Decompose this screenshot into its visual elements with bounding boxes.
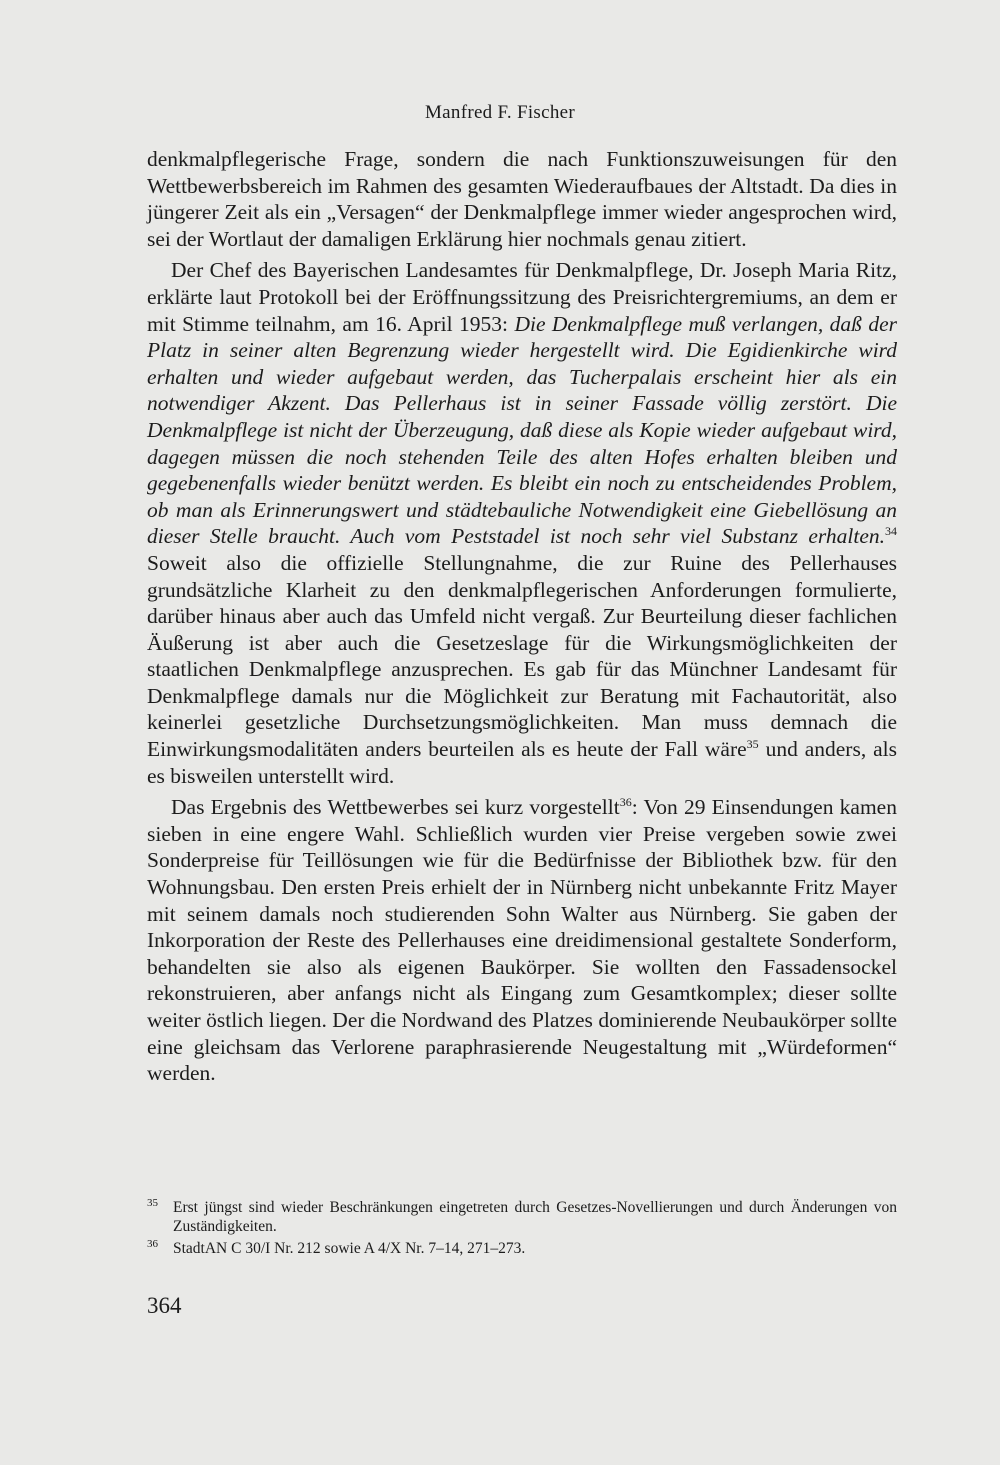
quoted-statement: Die Denkmalpflege muß verlangen, daß der Platz in seiner alten Begrenzung wieder hergestellt wird. Die Egidienkirche wird erhalten und wieder aufgebaut werden, das Tucherpalais erscheint hier als ein notwendiger Akzent. Das Pellerhaus ist in seiner Fassade völlig zerstört. Die Denkmalpflege ist nicht der Überzeugung, daß diese als Kopie wieder aufgebaut wird, dagegen müssen die noch stehenden Teile des alten Hofes erhalten bleiben und gegebenenfalls wieder benützt werden. Es bleibt ein noch zu entscheidendes Problem, ob man als Erinnerungswert und städtebauliche Notwendigkeit eine Giebellösung an dieser Stelle braucht. Auch vom Peststadel ist noch sehr viel Substanz erhalten. — [147, 311, 898, 549]
text-run: : Von 29 Einsendungen kamen sieben in eine engere Wahl. Schließlich wurden vier Preise vergeben sowie zwei Sonderpreise für Teillösungen wie für die Bedürfnisse der Bibliothek bzw. für den Wohnungsbau. Den ersten Preis erhielt der in Nürnberg nicht unbekannte Fritz Mayer mit seinem damals noch studierenden Sohn Walter aus Nürnberg. Sie gaben der Inkorporation der Reste des Pellerhauses eine dreidimensional gestaltete Sonderform, behandelten sie also als eigenen Baukörper. Sie wollten den Fassadensockel rekonstruieren, aber anfangs nicht als Eingang zum Gesamtkomplex; dieser sollte weiter östlich liegen. Der die Nordwand des Platzes dominierende Neubaukörper sollte eine gleichsam das Verlorene paraphrasierende Neugestaltung mit „Würdeformen“ werden. — [147, 795, 897, 1086]
text-run: denkmalpflegerische Frage, sondern die nach Funktionszuweisungen für den Wettbewerbsbereich im Rahmen des gesamten Wiederaufbaues der Altstadt. Da dies in jüngerer Zeit als ein „Versagen“ der Denkmalpflege immer wieder angesprochen wird, sei der Wortlaut der damaligen Erklärung hier nochmals genau zitiert. — [147, 147, 897, 251]
paragraph-3 — [147, 794, 897, 1087]
text-run: Der Chef des Bayerischen Landesamtes für Denkmalpflege, Dr. Joseph Maria Ritz, erklärte laut Protokoll bei der Eröffnungssitzung des Preisrichtergremiums, an dem er mit Stimme teilnahm, am 16. April 1953: — [147, 258, 897, 336]
text-run: Das Ergebnis des Wettbewerbes sei kurz vorgestellt — [171, 795, 620, 820]
running-head: Manfred F. Fischer — [424, 102, 576, 123]
body-text — [147, 146, 897, 1087]
footnote-35 — [147, 1198, 897, 1236]
footnote-reference: 36 — [619, 795, 632, 810]
footnote-reference: 35 — [746, 737, 759, 752]
footnote-text: Erst jüngst sind wieder Beschränkungen eingetreten durch Gesetzes-Novellierungen und durch Änderungen von Zuständigkeiten. — [173, 1199, 897, 1235]
footnote-number: 35 — [147, 1197, 158, 1209]
paragraph-2 — [147, 257, 897, 789]
page-number: 364 — [147, 1293, 182, 1318]
footnote-text: StadtAN C 30/I Nr. 212 sowie A 4/X Nr. 7–14, 271–273. — [173, 1240, 526, 1257]
footnote-number: 36 — [147, 1238, 158, 1250]
footnote-reference: 34 — [885, 524, 897, 539]
text-run: Soweit also die offizielle Stellungnahme, die zur Ruine des Pellerhauses grundsätzliche Klarheit zu den denkmalpflegerischen Anforderungen formulierte, darüber hinaus aber auch das Umfeld nicht vergaß. Zur Beurteilung dieser fachlichen Äußerung ist aber auch die Gesetzeslage für die Wirkungsmöglichkeiten der staatlichen Denkmalpflege anzusprechen. Es gab für das Münchner Landesamt für Denkmalpflege damals nur die Möglichkeit zur Beratung mit Fachautorität, also keinerlei gesetzliche Durchsetzungsmöglichkeiten. Man muss demnach die Einwirkungsmodalitäten anders beurteilen als es heute der Fall wäre — [147, 550, 897, 762]
footnote-36 — [147, 1239, 897, 1258]
text-run: und anders, als es bisweilen unterstellt wird. — [147, 737, 897, 788]
paragraph-1 — [147, 146, 897, 252]
footnotes — [147, 1198, 897, 1261]
